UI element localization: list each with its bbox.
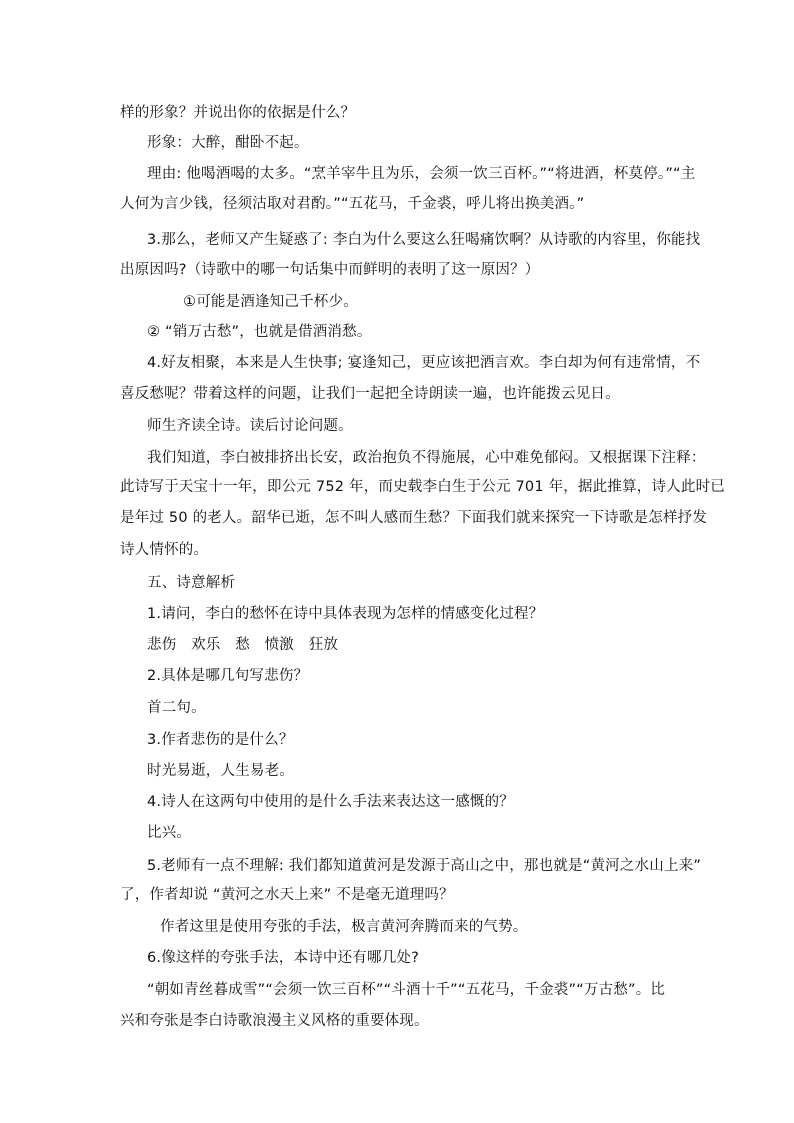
text-line-5: 3.那么，老师又产生疑惑了: 李白为什么要这么狂喝痛饮啊？从诗歌的内容里，你能找: [147, 232, 701, 248]
text-line-13: 此诗写于天宝十一年，即公元 752 年，而史载李白生于公元 701 年，据此推算，诗人此时已: [120, 479, 725, 495]
text-line-25: 5.老师有一点不理解: 我们都知道黄河是发源于高山之中，那也就是“黄河之水山上来”: [147, 858, 702, 874]
text-line-3: 理由: 他喝酒喝的太多。“烹羊宰牛且为乐，会须一饮三百杯。”“将进酒，杯莫停。”“主: [147, 166, 696, 182]
section-heading: 五、诗意解析: [147, 575, 236, 591]
text-line-11: 师生齐读全诗。读后讨论问题。: [147, 418, 353, 434]
text-line-2: 形象：大醉，酣卧不起。: [147, 135, 309, 151]
text-line-20: 首二句。: [147, 700, 206, 716]
text-line-19: 2.具体是哪几句写悲伤？: [147, 668, 309, 684]
text-line-17: 1.请问，李白的愁怀在诗中具体表现为怎样的情感变化过程？: [147, 606, 544, 622]
text-line-30: 兴和夸张是李白诗歌浪漫主义风格的重要体现。: [120, 1013, 429, 1029]
text-line-12: 我们知道，李白被排挤出长安，政治抱负不得施展，心中难免郁闷。又根据课下注释：: [147, 450, 706, 466]
text-line-14: 是年过 50 的老人。韶华已逝，怎不叫人感而生愁？下面我们就来探究一下诗歌是怎样抒发: [120, 510, 708, 526]
text-line-8: ② “销万古愁”，也就是借酒消愁。: [147, 324, 372, 340]
text-line-9: 4.好友相聚，本来是人生快事; 宴逢知己，更应该把酒言欢。李白却为何有违常情，不: [147, 355, 701, 371]
text-line-7: ①可能是酒逢知己千杯少。: [183, 294, 358, 310]
text-line-26: 了，作者却说 “黄河之水天上来” 不是毫无道理吗？: [120, 887, 454, 903]
text-line-28: 6.像这样的夸张手法，本诗中还有哪几处?: [147, 950, 420, 966]
text-line-18: 悲伤 欢乐 愁 愤激 狂放: [147, 637, 339, 653]
text-line-24: 比兴。: [147, 825, 192, 841]
text-line-10: 喜反愁呢？带着这样的问题，让我们一起把全诗朗读一遍，也许能拨云见日。: [120, 386, 620, 402]
text-line-4: 人何为言少钱，径须沽取对君酌。”“五花马，千金裘，呼儿将出换美酒。”: [120, 196, 585, 212]
text-line-22: 时光易逝，人生易老。: [147, 763, 294, 779]
text-line-1: 样的形象？并说出你的依据是什么？: [120, 105, 356, 121]
text-line-6: 出原因吗?（诗歌中的哪一句话集中而鲜明的表明了这一原因？）: [120, 262, 540, 278]
text-line-27: 作者这里是使用夸张的手法，极言黄河奔腾而来的气势。: [160, 919, 528, 935]
text-line-21: 3.作者悲伤的是什么？: [147, 732, 294, 748]
text-line-15: 诗人情怀的。: [120, 542, 209, 558]
text-line-29: “朝如青丝暮成雪”“会须一饮三百杯”“斗酒十千”“五花马，千金裘”“万古愁”。比: [147, 982, 666, 998]
text-line-23: 4.诗人在这两句中使用的是什么手法来表达这一感慨的？: [147, 794, 515, 810]
